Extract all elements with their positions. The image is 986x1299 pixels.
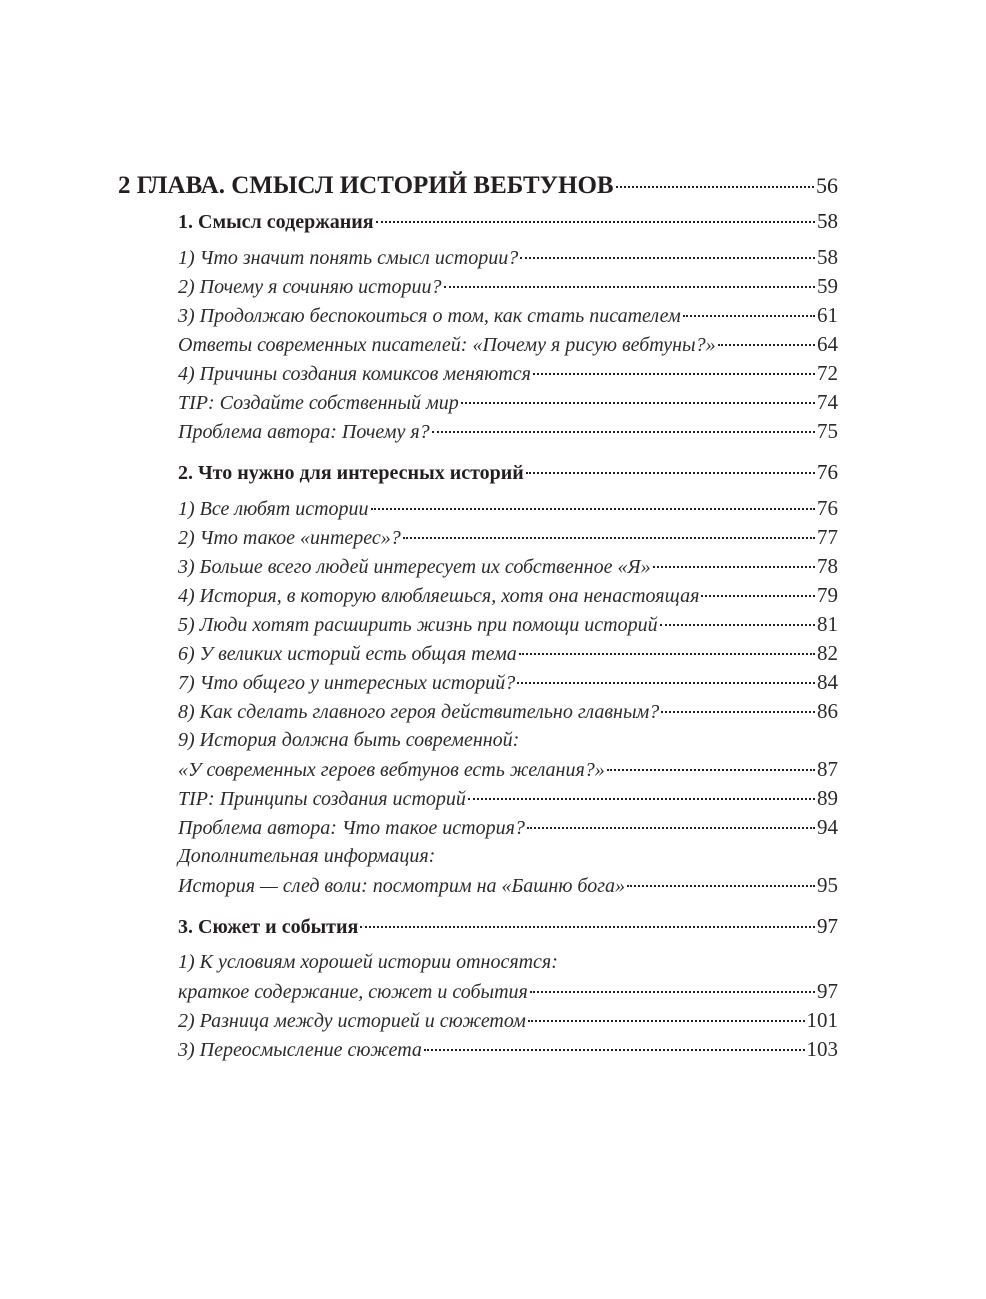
toc-item [118, 871, 838, 900]
toc-entry-title: Проблема автора: Что такое история? [178, 817, 525, 839]
toc-item [118, 639, 838, 668]
toc-entry-title: TIP: Создайте собственный мир [178, 392, 459, 414]
page-number: 61 [817, 303, 838, 327]
page-number: 58 [817, 245, 838, 269]
table-of-contents [118, 170, 838, 1064]
dot-leader [660, 624, 815, 626]
page-number: 97 [817, 979, 838, 1003]
toc-item [118, 301, 838, 330]
page-number: 103 [806, 1037, 838, 1061]
toc-item [118, 581, 838, 610]
toc-entry-title: Дополнительная информация: [178, 845, 436, 867]
toc-item [118, 842, 838, 871]
dot-leader [527, 827, 815, 829]
toc-section [118, 912, 838, 941]
dot-leader [607, 769, 815, 771]
page-number: 74 [817, 390, 838, 414]
page-number: 77 [817, 525, 838, 549]
dot-leader [519, 653, 815, 655]
page-number: 95 [817, 873, 838, 897]
toc-item [118, 755, 838, 784]
toc-entry-title: 8) Как сделать главного героя действительно главным? [178, 701, 660, 723]
dot-leader [520, 257, 815, 259]
toc-item [118, 1035, 838, 1064]
toc-entry-title: 2 ГЛАВА. СМЫСЛ ИСТОРИЙ ВЕБТУНОВ [118, 172, 614, 199]
dot-leader [526, 472, 815, 474]
toc-entry-title: 1) Все любят истории [178, 498, 369, 520]
toc-item [118, 417, 838, 446]
toc-section [118, 458, 838, 487]
toc-entry-title: 1. Смысл содержания [178, 211, 374, 233]
dot-leader [517, 682, 815, 684]
toc-item [118, 243, 838, 272]
toc-section [118, 207, 838, 236]
toc-item [118, 784, 838, 813]
page-number: 81 [817, 612, 838, 636]
toc-item [118, 726, 838, 755]
toc-entry-title: 3) Больше всего людей интересует их собственное «Я» [178, 556, 651, 578]
dot-leader [530, 991, 815, 993]
dot-leader [360, 926, 815, 928]
dot-leader [461, 402, 815, 404]
toc-entry-title: История — след воли: посмотрим на «Башню бога» [178, 875, 626, 897]
page-number: 72 [817, 361, 838, 385]
toc-item [118, 668, 838, 697]
toc-entry-title: 3) Переосмысление сюжета [178, 1039, 422, 1061]
dot-leader [683, 315, 815, 317]
toc-item [118, 330, 838, 359]
dot-leader [653, 566, 815, 568]
page-number: 82 [817, 641, 838, 665]
toc-item [118, 813, 838, 842]
toc-entry-title: 5) Люди хотят расширить жизнь при помощи историй [178, 614, 658, 636]
dot-leader [432, 431, 815, 433]
page-number: 58 [817, 209, 838, 233]
toc-entry-title: 2) Что такое «интерес»? [178, 527, 401, 549]
toc-entry-title: 2) Почему я сочиняю истории? [178, 276, 442, 298]
page-number: 76 [817, 460, 838, 484]
toc-entry-title: 1) Что значит понять смысл истории? [178, 247, 519, 269]
toc-entry-title: Ответы современных писателей: «Почему я рисую вебтуны?» [178, 334, 716, 356]
toc-entry-title: 4) История, в которую влюбляешься, хотя она ненастоящая [178, 585, 700, 607]
toc-entry-title: Проблема автора: Почему я? [178, 421, 430, 443]
toc-item [118, 388, 838, 417]
toc-entry-title: 2) Разница между историей и сюжетом [178, 1010, 526, 1032]
dot-leader [718, 344, 815, 346]
dot-leader [528, 1020, 805, 1022]
page-number: 78 [817, 554, 838, 578]
page-number: 75 [817, 419, 838, 443]
toc-entry-title: 6) У великих историй есть общая тема [178, 643, 517, 665]
toc-entry-title: 3. Сюжет и события [178, 916, 359, 938]
toc-entry-title: TIP: Принципы создания историй [178, 788, 466, 810]
toc-item [118, 1006, 838, 1035]
dot-leader [468, 798, 815, 800]
dot-leader [616, 186, 814, 188]
toc-item [118, 359, 838, 388]
dot-leader [627, 885, 815, 887]
dot-leader [533, 373, 815, 375]
toc-entry-title: 2. Что нужно для интересных историй [178, 462, 524, 484]
page-number: 59 [817, 274, 838, 298]
page-number: 89 [817, 786, 838, 810]
page-number: 86 [817, 699, 838, 723]
dot-leader [661, 711, 815, 713]
dot-leader [371, 508, 815, 510]
toc-item [118, 977, 838, 1006]
page-number: 79 [817, 583, 838, 607]
toc-item [118, 494, 838, 523]
page-number: 101 [806, 1008, 838, 1032]
page-number: 87 [817, 757, 838, 781]
toc-entry-title: 7) Что общего у интересных историй? [178, 672, 516, 694]
toc-item [118, 523, 838, 552]
page-number: 97 [817, 914, 838, 938]
page-number: 56 [816, 173, 838, 198]
page-number: 84 [817, 670, 838, 694]
toc-item [118, 552, 838, 581]
page-number: 64 [817, 332, 838, 356]
dot-leader [444, 286, 816, 288]
toc-item [118, 610, 838, 639]
page-number: 76 [817, 496, 838, 520]
toc-entry-title: 4) Причины создания комиксов меняются [178, 363, 531, 385]
dot-leader [376, 221, 815, 223]
toc-entry-title: краткое содержание, сюжет и события [178, 981, 528, 1003]
dot-leader [424, 1049, 805, 1051]
toc-item [118, 948, 838, 977]
toc-entry-title: 1) К условиям хорошей истории относятся: [178, 951, 558, 973]
dot-leader [701, 595, 815, 597]
toc-entry-title: «У современных героев вебтунов есть желания?» [178, 759, 605, 781]
toc-entry-title: 3) Продолжаю беспокоиться о том, как стать писателем [178, 305, 681, 327]
toc-item [118, 272, 838, 301]
toc-entry-title: 9) История должна быть современной: [178, 729, 520, 751]
toc-item [118, 697, 838, 726]
page-number: 94 [817, 815, 838, 839]
dot-leader [403, 537, 815, 539]
toc-chapter [118, 170, 838, 202]
